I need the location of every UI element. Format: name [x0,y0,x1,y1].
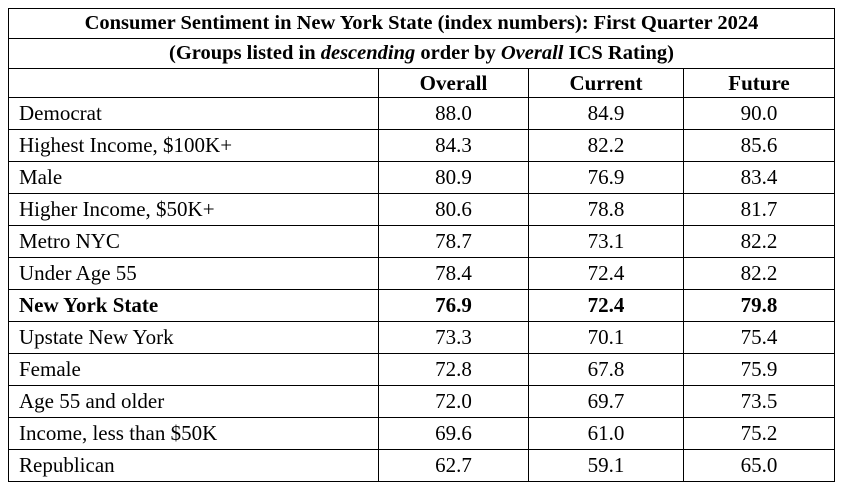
row-future-value: 85.6 [684,130,835,162]
row-overall-value: 73.3 [379,322,529,354]
row-overall-value: 80.9 [379,162,529,194]
sentiment-table [8,8,835,482]
table-title: Consumer Sentiment in New York State (index numbers): First Quarter 2024 [9,9,835,39]
row-future-value: 82.2 [684,258,835,290]
table-row [9,162,835,194]
row-future-value: 79.8 [684,290,835,322]
column-header-overall: Overall [379,69,529,98]
row-future-value: 73.5 [684,386,835,418]
row-current-value: 72.4 [529,258,684,290]
row-future-value: 75.9 [684,354,835,386]
table-row [9,322,835,354]
row-overall-value: 88.0 [379,98,529,130]
table-row [9,130,835,162]
row-current-value: 76.9 [529,162,684,194]
row-group-label: Highest Income, $100K+ [9,130,379,162]
row-current-value: 73.1 [529,226,684,258]
subtitle-part2: order by [415,42,501,64]
subtitle-part3: ICS Rating) [563,42,674,64]
row-future-value: 65.0 [684,450,835,482]
row-overall-value: 72.0 [379,386,529,418]
table-row [9,354,835,386]
table-row [9,98,835,130]
table-row [9,226,835,258]
row-overall-value: 78.4 [379,258,529,290]
column-header-group [9,69,379,98]
table-row [9,194,835,226]
row-overall-value: 80.6 [379,194,529,226]
subtitle-italic-descending: descending [320,42,416,64]
row-current-value: 59.1 [529,450,684,482]
column-header-future: Future [684,69,835,98]
row-future-value: 75.4 [684,322,835,354]
column-header-current: Current [529,69,684,98]
row-current-value: 82.2 [529,130,684,162]
row-current-value: 72.4 [529,290,684,322]
row-group-label: Age 55 and older [9,386,379,418]
table-body [9,98,835,482]
row-future-value: 81.7 [684,194,835,226]
row-current-value: 69.7 [529,386,684,418]
row-group-label: Under Age 55 [9,258,379,290]
subtitle-row [9,39,835,69]
row-future-value: 83.4 [684,162,835,194]
row-current-value: 67.8 [529,354,684,386]
table-row [9,386,835,418]
row-group-label: Upstate New York [9,322,379,354]
row-group-label: Higher Income, $50K+ [9,194,379,226]
table-row [9,418,835,450]
row-group-label: Income, less than $50K [9,418,379,450]
row-current-value: 70.1 [529,322,684,354]
row-future-value: 75.2 [684,418,835,450]
row-group-label: Metro NYC [9,226,379,258]
row-group-label: Democrat [9,98,379,130]
sentiment-table-container [8,8,835,482]
table-subtitle [9,39,835,69]
row-group-label: Male [9,162,379,194]
row-future-value: 82.2 [684,226,835,258]
table-row [9,290,835,322]
table-row [9,258,835,290]
row-overall-value: 62.7 [379,450,529,482]
column-header-row [9,69,835,98]
row-overall-value: 72.8 [379,354,529,386]
row-group-label: New York State [9,290,379,322]
row-group-label: Republican [9,450,379,482]
table-row [9,450,835,482]
row-overall-value: 78.7 [379,226,529,258]
row-current-value: 84.9 [529,98,684,130]
title-row [9,9,835,39]
row-current-value: 78.8 [529,194,684,226]
row-overall-value: 69.6 [379,418,529,450]
row-future-value: 90.0 [684,98,835,130]
row-group-label: Female [9,354,379,386]
subtitle-part1: (Groups listed in [169,42,321,64]
row-overall-value: 76.9 [379,290,529,322]
row-current-value: 61.0 [529,418,684,450]
row-overall-value: 84.3 [379,130,529,162]
subtitle-italic-overall: Overall [500,42,564,64]
